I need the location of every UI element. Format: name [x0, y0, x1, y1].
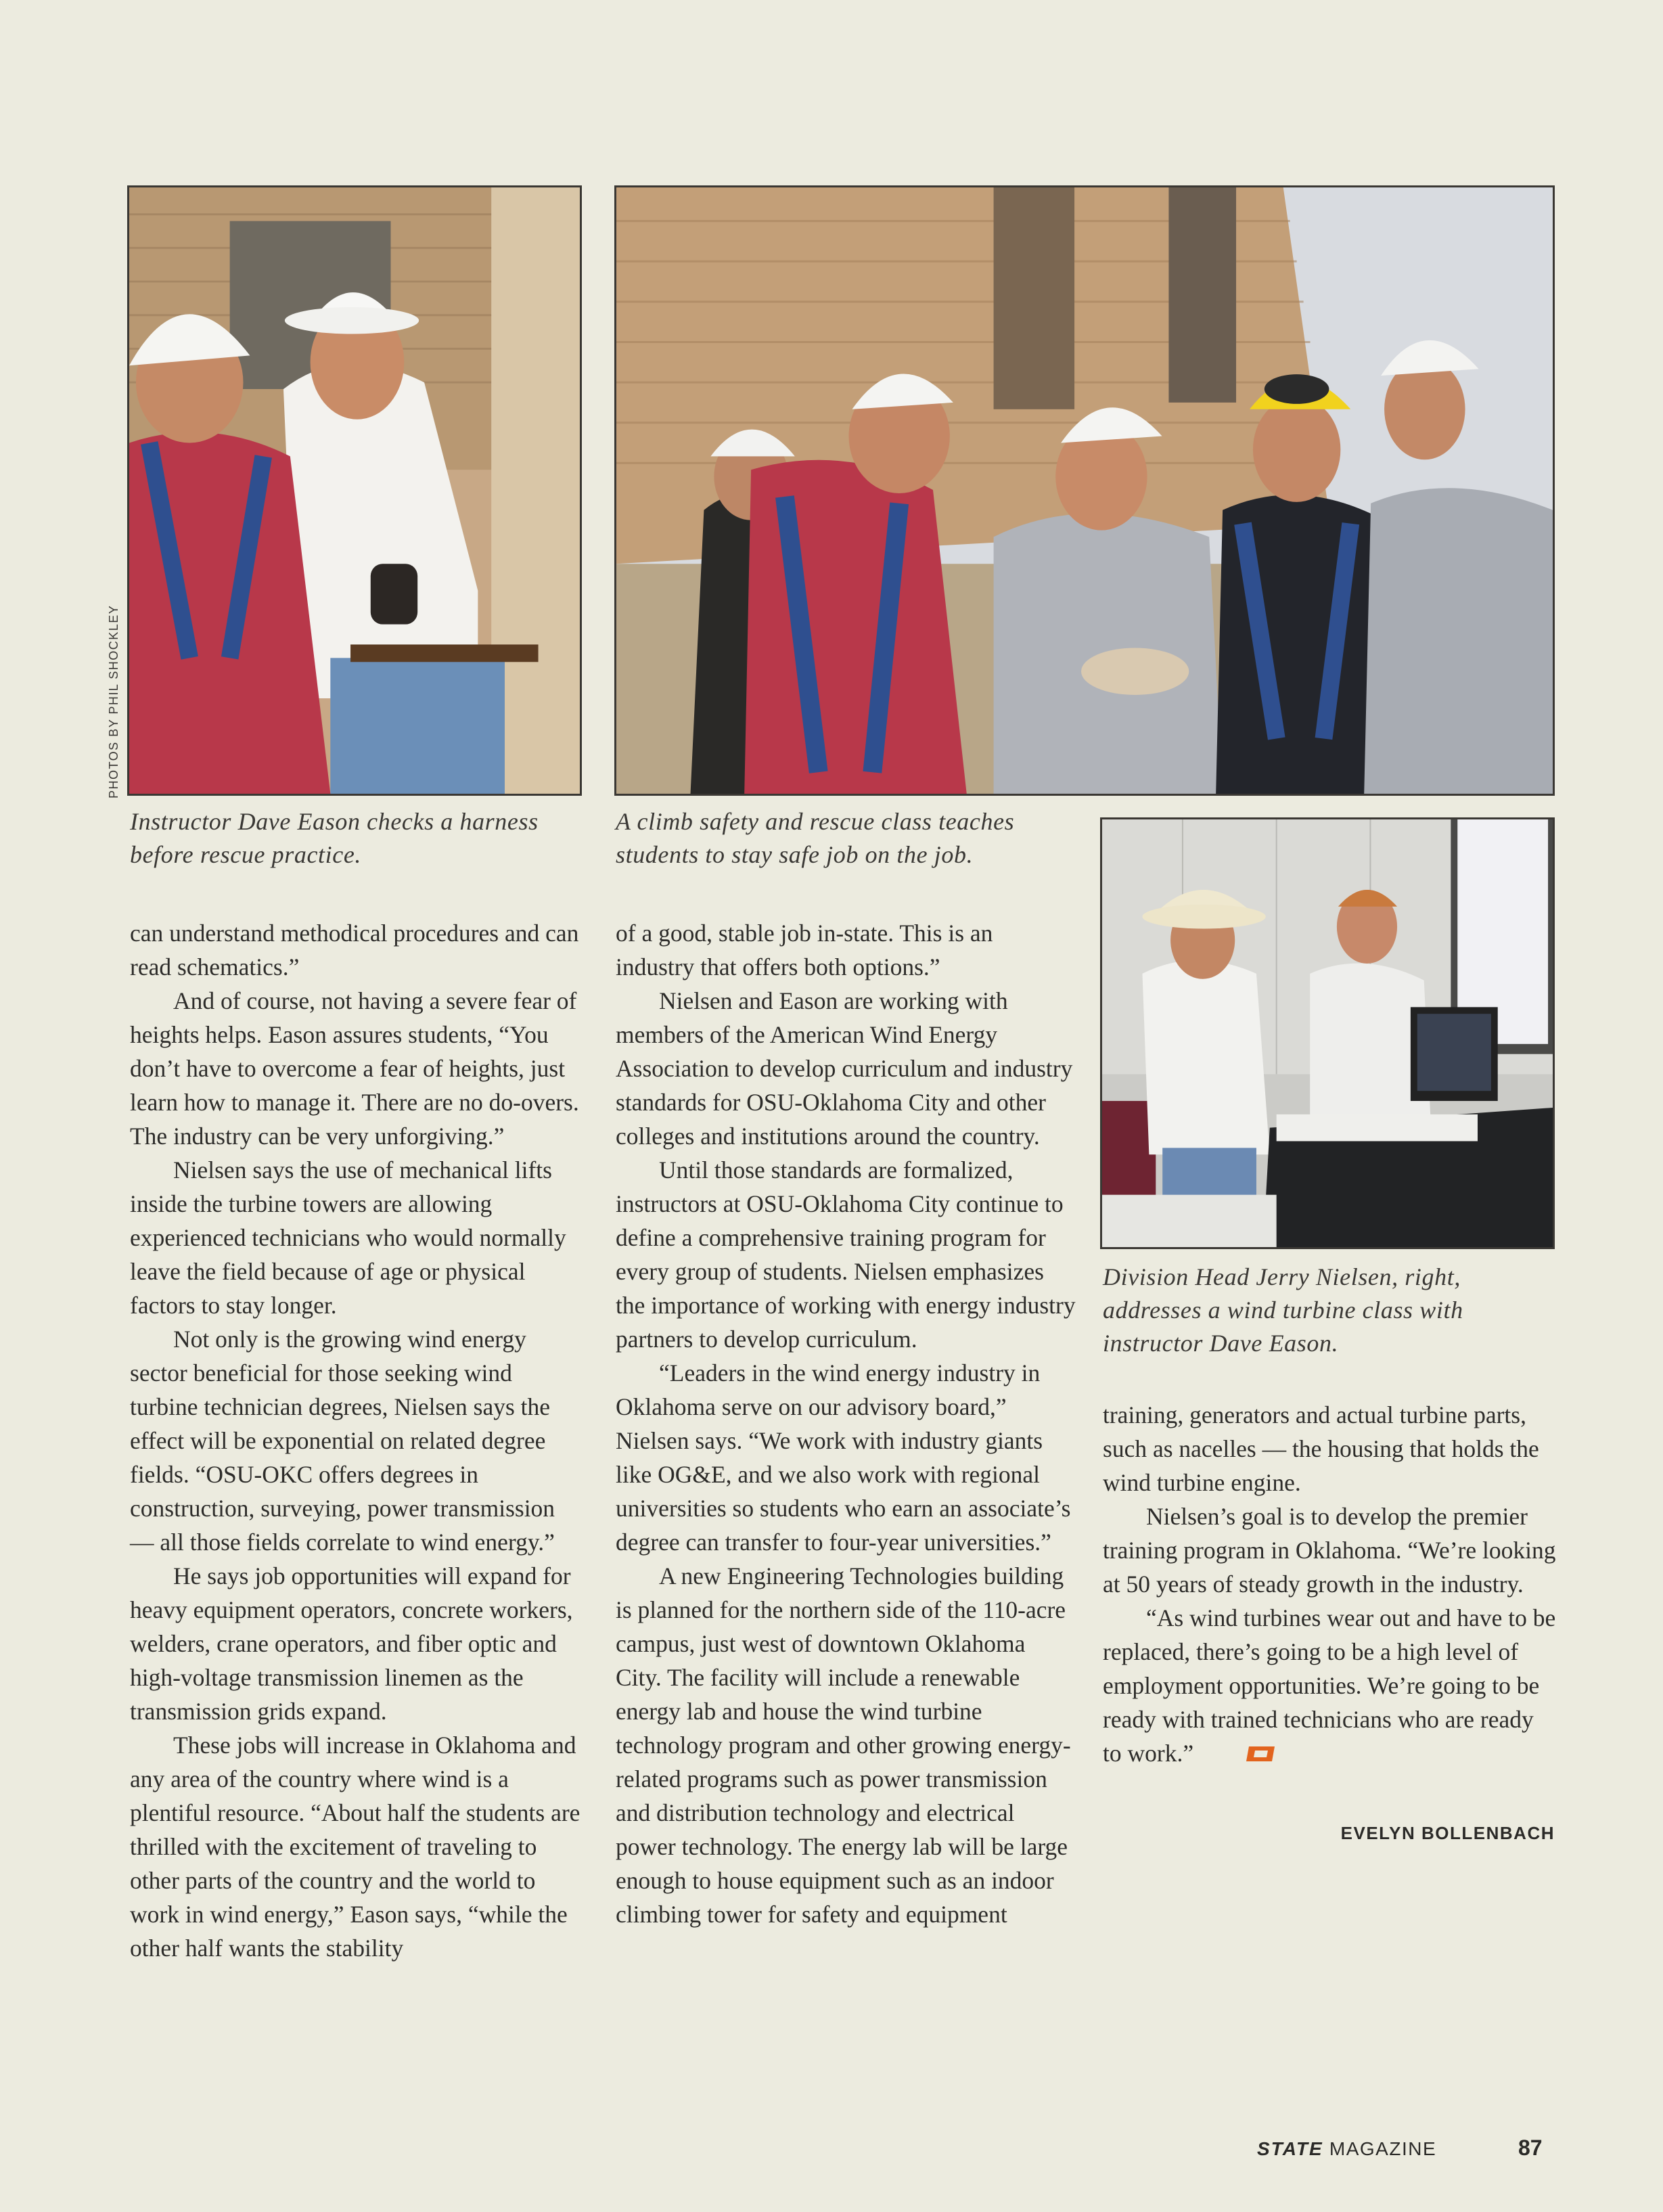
photo-credit: PHOTOS BY PHIL SHOCKLEY	[107, 604, 120, 798]
article-column-1	[130, 916, 583, 1965]
caption-line: Division Head Jerry Nielsen, right,	[1103, 1263, 1461, 1290]
photo-instructor-checks-harness	[127, 185, 582, 796]
photo-1-illustration	[129, 187, 580, 794]
caption-line: addresses a wind turbine class with	[1103, 1296, 1463, 1324]
caption-photo-1	[130, 805, 617, 872]
osu-logo-icon	[1200, 1739, 1234, 1759]
paragraph: And of course, not having a severe fear of heights helps. Eason assures students, “You don’t have to overcome a fear of heights, just learn how to manage it. There are no do-overs. The industry can be very unforgiving.”	[130, 987, 579, 1150]
paragraph: Nielsen says the use of mechanical lifts inside the turbine towers are allowing experienced technicians who would normally leave the field because of age or physical factors to stay longer.	[130, 1156, 566, 1319]
paragraph: Until those standards are formalized, instructors at OSU-Oklahoma City continue to define a comprehensive training program for every group of students. Nielsen emphasizes the importance of working with energy industry partners to develop curriculum.	[616, 1156, 1076, 1353]
paragraph	[1103, 1601, 1557, 1770]
caption-line: A climb safety and rescue class teaches	[616, 808, 1015, 835]
photo-3-illustration	[1102, 819, 1553, 1247]
paragraph: These jobs will increase in Oklahoma and any area of the country where wind is a plentiful resource. “About half the students are thrilled with the excitement of traveling to other parts of the country and the world to work in wind energy,” Eason says, “while the other half wants the stability	[130, 1732, 580, 1962]
paragraph: A new Engineering Technologies building is planned for the northern side of the 110-acre campus, just west of downtown Oklahoma City. The facility will include a renewable energy lab and house the wind turbine technology program and other growing energy-related programs such as power transmission and distribution technology and electrical power technology. The energy lab will be large enough to house equipment such as an indoor climbing tower for safety and equipment	[616, 1562, 1071, 1928]
footer-brand: STATE	[1257, 2138, 1323, 2159]
caption-line: students to stay safe job on the job.	[616, 841, 974, 868]
paragraph: Nielsen and Eason are working with members of the American Wind Energy Association to develop curriculum and industry standards for OSU-Oklahoma City and other colleges and institutions around the country.	[616, 987, 1073, 1150]
footer-magazine-title	[1257, 2138, 1436, 2160]
footer-magazine: MAGAZINE	[1329, 2138, 1437, 2159]
photo-nielsen-addresses-class	[1100, 817, 1555, 1249]
paragraph-text: “As wind turbines wear out and have to be replaced, there’s going to be a high level of employment opportunities. We’re going to be ready with trained technicians who are ready to work.”	[1103, 1604, 1556, 1767]
paragraph: of a good, stable job in-state. This is an industry that offers both options.”	[616, 920, 993, 980]
author-byline: EVELYN BOLLENBACH	[1340, 1823, 1555, 1843]
article-column-2	[616, 916, 1076, 1931]
caption-photo-2	[616, 805, 1103, 872]
paragraph: He says job opportunities will expand for heavy equipment operators, concrete workers, welders, crane operators, and fiber optic and high-voltage transmission linemen as the transmission grids expand.	[130, 1562, 573, 1725]
paragraph: “Leaders in the wind energy industry in Oklahoma serve on our advisory board,” Nielsen says. “We work with industry giants like OG&E, and we also work with regional universities so students who earn an associate’s degree can transfer to four-year universities.”	[616, 1359, 1071, 1556]
paragraph: training, generators and actual turbine parts, such as nacelles — the housing that holds the wind turbine engine.	[1103, 1401, 1539, 1496]
caption-line: before rescue practice.	[130, 841, 362, 868]
page-number: 87	[1518, 2136, 1543, 2160]
caption-line: instructor Dave Eason.	[1103, 1330, 1339, 1357]
photo-2-illustration	[616, 187, 1553, 794]
caption-photo-3	[1103, 1261, 1556, 1360]
paragraph: can understand methodical procedures and can read schematics.”	[130, 920, 579, 980]
paragraph: Nielsen’s goal is to develop the premier training program in Oklahoma. “We’re looking at 50 years of steady growth in the industry.	[1103, 1503, 1556, 1598]
photo-climb-safety-class	[614, 185, 1555, 796]
article-column-3	[1103, 1398, 1557, 1770]
paragraph: Not only is the growing wind energy sector beneficial for those seeking wind turbine technician degrees, Nielsen says the effect will be exponential on related degree fields. “OSU-OKC offers degrees in construction, surveying, power transmission — all those fields correlate to wind energy.”	[130, 1326, 555, 1556]
caption-line: Instructor Dave Eason checks a harness	[130, 808, 539, 835]
